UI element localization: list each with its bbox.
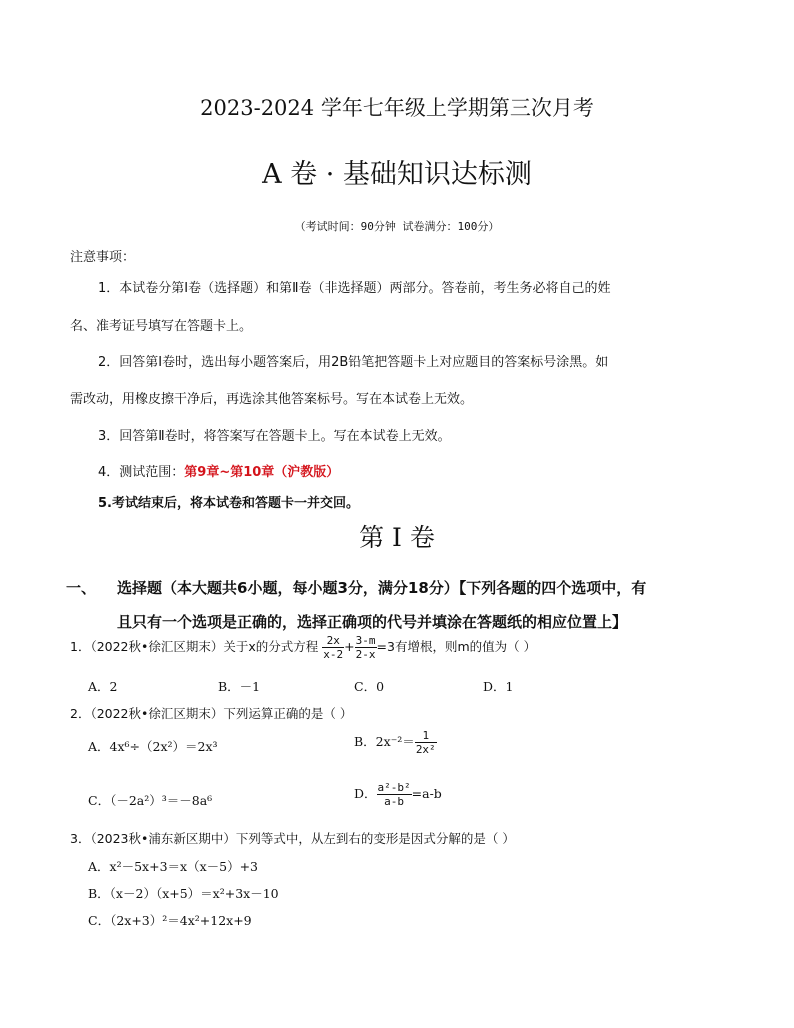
q1-option-c: C．0 — [354, 679, 385, 694]
part-number: 一、 — [66, 579, 97, 597]
q1-stem-suffix: =3有增根，则m的值为（ ） — [376, 639, 537, 654]
part-instructions-line-2: 且只有一个选项是正确的，选择正确项的代号并填涂在答题纸的相应位置上】 — [117, 613, 628, 631]
q2-b-fraction: $\frac{1}{\text{2x²}}$ — [415, 729, 436, 756]
q3-option-c: C．（2x+3）²＝4x²+12x+9 — [88, 913, 252, 928]
question-3: 3．（2023秋•浦东新区期中）下列等式中，从左到右的变形是因式分解的是（ ） — [70, 831, 515, 846]
test-scope: 第9章~第10章（沪教版） — [184, 465, 340, 480]
note-5: 5.考试结束后，将本试卷和答题卡一并交回。 — [98, 496, 359, 511]
q1-fraction-2: $\frac{3-m}{2-x}$ — [355, 634, 376, 661]
q3-option-b: B．（x－2）（x+5）＝x²+3x－10 — [88, 886, 279, 901]
note-2-line-2: 需改动，用橡皮擦干净后，再选涂其他答案标号。写在本试卷上无效。 — [70, 392, 474, 407]
note-1-line-1: 1．本试卷分第Ⅰ卷（选择题）和第Ⅱ卷（非选择题）两部分。答卷前，考生务必将自己的姓 — [98, 281, 611, 296]
page-subtitle: A 卷 · 基础知识达标测 — [262, 159, 532, 190]
q2-d-fraction: $\frac{\text{a²-b²}}{a-b}$ — [377, 781, 411, 808]
q2-option-a: A．4x⁶÷（2x²）＝2x³ — [88, 739, 218, 754]
note-1-line-2: 名、准考证号填写在答题卡上。 — [70, 319, 253, 334]
question-2: 2．（2022秋•徐汇区期末）下列运算正确的是（ ） — [70, 706, 353, 721]
section-title: 第 I 卷 — [359, 523, 435, 552]
page-title: 2023-2024 学年七年级上学期第三次月考 — [200, 96, 594, 120]
q3-option-a: A．x²－5x+3＝x（x－5）+3 — [88, 859, 258, 874]
exam-info: （考试时间：90分钟 试卷满分：100分） — [294, 220, 500, 233]
q1-option-b: B．－1 — [218, 679, 261, 694]
q2-option-c: C．（－2a²）³＝－8a⁶ — [88, 793, 213, 808]
note-4 — [98, 461, 339, 480]
note-4-prefix: 4．测试范围： — [98, 465, 185, 480]
notes-heading: 注意事项： — [70, 250, 136, 265]
q2-option-d: D． $\frac{\text{a²-b²}}{a-b}$ =a-b — [354, 781, 442, 808]
note-2-line-1: 2．回答第Ⅰ卷时，选出每小题答案后，用2B铅笔把答题卡上对应题目的答案标号涂黑。如 — [98, 355, 609, 370]
q2-option-b: B．2x⁻²＝ $\frac{1}{\text{2x²}}$ — [354, 729, 436, 756]
note-3: 3．回答第Ⅱ卷时，将答案写在答题卡上。写在本试卷上无效。 — [98, 429, 451, 444]
question-1: 1．（2022秋•徐汇区期末）关于x的分式方程 $\frac{2x}{x-2}$ + $\frac{3-m}{2-x}$ =3有增根，则m的值为（ ） — [70, 634, 537, 661]
q1-fraction-1: $\frac{2x}{x-2}$ — [323, 634, 344, 661]
q1-option-a: A．2 — [88, 679, 118, 694]
q1-stem-prefix: 1．（2022秋•徐汇区期末）关于x的分式方程 — [70, 639, 319, 654]
q1-option-d: D．1 — [483, 679, 514, 694]
part-instructions-line-1: 选择题（本大题共6小题，每小题3分，满分18分）【下列各题的四个选项中，有 — [117, 579, 647, 597]
